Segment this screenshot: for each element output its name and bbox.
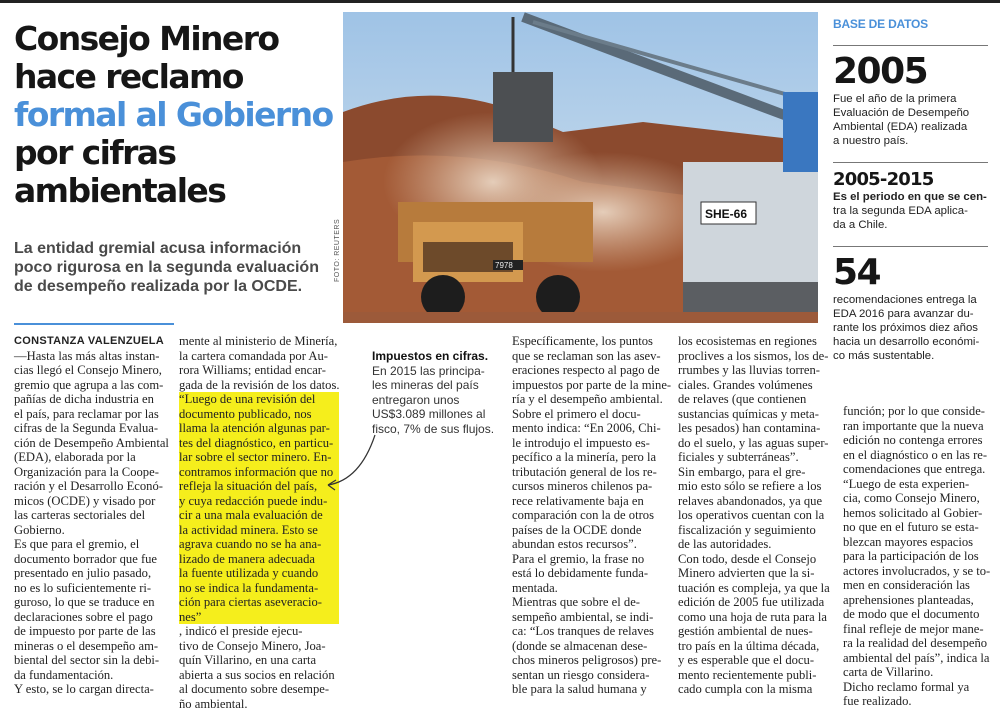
- text-line: la cartera comandada por Au-: [179, 348, 328, 363]
- text-line: les mineras del país: [372, 378, 479, 392]
- fact-line: Es el periodo en que se cen-: [833, 191, 987, 203]
- text-line: llama la atención algunas par-: [179, 421, 339, 436]
- text-line: (EDA), elaborada por la: [14, 450, 136, 464]
- text-line: men en consideración las: [843, 578, 970, 592]
- text-line: no es lo suficientemente ri-: [14, 580, 152, 595]
- text-line: al documento sobre desempe-: [179, 682, 330, 696]
- text-line: ficiales y subterráneas”.: [678, 450, 799, 464]
- text-line: agrava cuando no se ha ana-: [179, 537, 339, 552]
- article-column-3: [512, 334, 672, 697]
- text-line: pecífico a la minería, pero la: [512, 450, 657, 464]
- text-line: lar sobre el sector minero. En-: [179, 450, 339, 465]
- text-line: para la participación de los: [843, 549, 979, 563]
- box-lines: [372, 364, 497, 437]
- text-line: fisco, 7% de sus flujos.: [372, 421, 495, 436]
- text-line: aprehensiones planteadas,: [843, 592, 974, 607]
- text-line: les pesados) han contamina-: [678, 421, 821, 435]
- sidebar-label: BASE DE DATOS: [833, 17, 928, 31]
- data-sidebar: [833, 12, 988, 363]
- text-line: gada de la revisión de los datos.: [179, 377, 340, 392]
- headline-line-2: hace reclamo: [14, 57, 243, 96]
- text-line: refleja la situación del país,: [179, 479, 339, 494]
- text-line: fue realizado.: [843, 694, 912, 708]
- text-line: “Luego de una revisión del: [179, 392, 339, 407]
- text-line: Específicamente, los puntos: [512, 334, 653, 348]
- text-line: y cuya redacción puede indu-: [179, 494, 339, 509]
- text-line: comparación con la de otros: [512, 508, 654, 522]
- text-line: mente al ministerio de Minería,: [179, 334, 338, 348]
- text-line: impuestos por parte de la mine-: [512, 377, 672, 392]
- text-line: eraciones respecto al pago de: [512, 363, 660, 377]
- text-line: en el diagnóstico o en las re-: [843, 447, 988, 462]
- text-line: “Luego de esta experien-: [843, 476, 970, 491]
- text-line: declaraciones sobre el pago: [14, 609, 153, 624]
- text-line: ran importante que la nueva: [843, 418, 984, 433]
- fact-line: Evaluación de Desempeño: [833, 107, 970, 119]
- text-line: edición no contenga errores: [843, 433, 983, 447]
- fact-line: hacia un desarrollo económi-: [833, 336, 980, 348]
- top-rule: [0, 0, 1000, 3]
- text-line: nes”: [179, 610, 339, 625]
- text-line: abierta a sus socios en relación: [179, 667, 335, 682]
- text-line: Para el gremio, la frase no: [512, 551, 645, 566]
- tax-figures-box: [372, 349, 497, 436]
- headline-line-4: por cifras: [14, 133, 176, 172]
- text-line: sentan un riesgo considera-: [512, 667, 650, 682]
- text-line: quín Villarino, en una carta: [179, 653, 317, 667]
- text-line: no se indica la fundamenta-: [179, 581, 339, 596]
- quote-attribution: , indicó el preside ejecu-: [179, 624, 303, 638]
- fact-line: a nuestro país.: [833, 135, 909, 147]
- fact-line: recomendaciones entrega la: [833, 294, 977, 306]
- text-line: fiscalización y seguimiento: [678, 522, 816, 537]
- fact-line: EDA 2016 para avanzar du-: [833, 308, 974, 320]
- column-1-lines: [14, 349, 174, 697]
- mining-photo-illustration: [343, 12, 818, 323]
- text-line: proclives a los sismos, los de-: [678, 348, 829, 363]
- text-line: mineras o el desempeño am-: [14, 638, 159, 653]
- text-line: micos (OCDE) y visado por: [14, 493, 156, 508]
- fact-line: da a Chile.: [833, 219, 888, 231]
- text-line: el país, para reclamar por las: [14, 406, 159, 421]
- text-line: guroso, lo que se traduce en: [14, 595, 155, 609]
- text-line: cir a una mala evaluación de: [179, 508, 339, 523]
- text-line: (donde se almacenan dese-: [512, 638, 648, 653]
- text-line: relaves abandonados, ya que: [678, 493, 823, 508]
- text-line: ra la realidad del desempeño: [843, 636, 988, 650]
- text-line: edición de 2005 fue utilizada: [678, 595, 825, 609]
- text-line: Es que para el gremio, el: [14, 537, 140, 551]
- fact-line: co más sustentable.: [833, 350, 935, 362]
- fact-line: tra la segunda EDA aplica-: [833, 205, 968, 217]
- text-line: tributación general de los re-: [512, 464, 657, 479]
- text-line: tro país en la última década,: [678, 638, 820, 653]
- column-3-lines: [512, 334, 672, 697]
- truck-number: 7978: [495, 261, 513, 270]
- text-line: ración y el Desarrollo Econó-: [14, 479, 163, 493]
- text-line: gestión ambiental de nues-: [678, 624, 813, 638]
- fact-period-number: 2005-2015: [833, 169, 934, 190]
- excavator-tower: [783, 92, 818, 172]
- excavator-tracks: [683, 282, 818, 312]
- text-line: Mientras que sobre el de-: [512, 595, 640, 609]
- text-line: mento indica: “En 2006, Chi-: [512, 421, 661, 435]
- text-line: mentada.: [512, 580, 558, 595]
- byline-rule: [14, 323, 174, 325]
- text-line: y es esperable que el docu-: [678, 653, 815, 667]
- text-line: actores involucrados, y se to-: [843, 563, 991, 578]
- text-line: países de la OCDE donde: [512, 522, 642, 537]
- headline-line-3-highlight: formal al Gobierno: [14, 95, 333, 134]
- text-line: do el suelo, y las aguas super-: [678, 435, 829, 450]
- ground: [343, 312, 818, 323]
- text-line: Minero advierten que la si-: [678, 566, 815, 580]
- article-column-2: [179, 334, 339, 709]
- text-line: ción para ciertas aseveracio-: [179, 595, 339, 610]
- text-line: blezcan mayores espacios: [843, 534, 974, 549]
- text-line: Dicho reclamo formal ya: [843, 679, 970, 694]
- text-line: tuación es compleja, ya que la: [678, 580, 830, 595]
- box-title: [372, 349, 497, 364]
- column-2-tail: [179, 639, 339, 709]
- text-line: mento recientemente publi-: [678, 667, 817, 682]
- text-line: presentado en julio pasado,: [14, 566, 152, 580]
- text-line: ción de Desempeño Ambiental: [14, 435, 169, 450]
- fact-54-text: [833, 293, 988, 363]
- text-line: rece relativamente baja en: [512, 493, 644, 508]
- column-4-lines: [678, 334, 838, 697]
- fact-period-text: [833, 190, 988, 232]
- callout-arrow-icon: [320, 430, 380, 500]
- text-line: tes del diagnóstico, en particu-: [179, 436, 339, 451]
- text-line: los ecosistemas en regiones: [678, 334, 817, 348]
- text-line: cias llegó el Consejo Minero,: [14, 363, 162, 377]
- text-line: final refleje de mejor mane-: [843, 621, 984, 636]
- text-line: está lo debidamente funda-: [512, 566, 649, 580]
- fact-line: Ambiental (EDA) realizada: [833, 121, 968, 133]
- text-line: contramos información que no: [179, 465, 339, 480]
- byline: CONSTANZA VALENZUELA: [14, 335, 165, 347]
- text-line: chos mineros peligrosos) pre-: [512, 653, 662, 667]
- headline-line-1: Consejo Minero: [14, 19, 279, 58]
- fact-line: Fue el año de la primera: [833, 93, 957, 105]
- text-line: tivo de Consejo Minero, Joa-: [179, 638, 326, 653]
- fact-2005-text: [833, 92, 988, 148]
- text-line: ño ambiental.: [179, 696, 248, 709]
- text-line: cifras de la Segunda Evalua-: [14, 421, 159, 435]
- text-line: En 2015 las principa-: [372, 363, 485, 378]
- text-line: hemos solicitado al Gobier-: [843, 505, 983, 520]
- fact-2005-number: 2005: [833, 51, 928, 92]
- mining-photo: [343, 12, 818, 323]
- deck-line: de desempeño realizada por la OCDE.: [14, 278, 303, 295]
- text-line: las carteras sectoriales del: [14, 508, 146, 522]
- text-line: —Hasta las más altas instan-: [14, 348, 160, 363]
- excavator-id: SHE-66: [705, 207, 748, 221]
- box-title-text: Impuestos en cifras.: [372, 349, 489, 363]
- headline-line-5: ambientales: [14, 171, 226, 210]
- text-line: documento borrador que fue: [14, 551, 158, 566]
- text-line: Y esto, se lo cargan directa-: [14, 682, 154, 696]
- pull-quote-highlight: [179, 392, 339, 624]
- text-line: lizado de manera adecuada: [179, 552, 339, 567]
- text-line: ría y el desempeño ambiental.: [512, 392, 663, 406]
- deck-line: La entidad gremial acusa información: [14, 240, 302, 257]
- text-line: sustancias químicas y meta-: [678, 406, 819, 421]
- text-line: de modo que el documento: [843, 607, 980, 621]
- text-line: ca: “Los tranques de relaves: [512, 624, 654, 638]
- shovel-bucket: [493, 72, 553, 142]
- text-line: biental del sector sin la debi-: [14, 653, 160, 667]
- text-line: que se reclaman son las asev-: [512, 348, 661, 363]
- article-column-4: [678, 334, 838, 697]
- fact-line: rante los próximos diez años: [833, 322, 978, 334]
- text-line: la actividad minera. Esto se: [179, 523, 339, 538]
- article-column-1: [14, 334, 174, 697]
- text-line: comendaciones que entrega.: [843, 462, 986, 476]
- text-line: pañías de dicha industria en: [14, 392, 154, 406]
- text-line: función; por lo que conside-: [843, 404, 985, 418]
- text-line: la fuente utilizada y cuando: [179, 566, 339, 581]
- text-line: entregaron unos: [372, 392, 460, 407]
- text-line: cursos mineros chilenos pa-: [512, 479, 653, 493]
- text-line: rrumbes y las lluvias torren-: [678, 363, 820, 377]
- text-line: Organización para la Coope-: [14, 464, 159, 479]
- text-line: mio esto sólo se refiere a los: [678, 479, 822, 493]
- text-line: carta de Villarino.: [843, 665, 934, 679]
- text-line: le introdujo el impuesto es-: [512, 435, 650, 450]
- deck-line: poco rigurosa en la segunda evaluación: [14, 259, 319, 276]
- text-line: abundan estos recursos”.: [512, 537, 637, 551]
- text-line: Gobierno.: [14, 522, 65, 537]
- fact-54-number: 54: [833, 252, 881, 293]
- text-line: cado cumpla con la misma: [678, 682, 813, 696]
- text-line: documento publicado, nos: [179, 407, 339, 422]
- column-2-lines: [179, 334, 339, 392]
- text-line: ambiental del país”, indica la: [843, 650, 990, 665]
- headline: [14, 20, 334, 210]
- text-line: como una hoja de ruta para la: [678, 609, 827, 624]
- text-line: no que en el futuro se esta-: [843, 520, 979, 534]
- column-5-lines: [843, 404, 993, 709]
- text-line: de impuesto por parte de las: [14, 624, 156, 638]
- text-line: da fundamentación.: [14, 667, 114, 682]
- text-line: gremio que agrupa a las com-: [14, 377, 164, 392]
- text-line: ciales. Grandes volúmenes: [678, 377, 813, 392]
- text-line: de las autoridades.: [678, 537, 772, 551]
- text-line: sempeño ambiental, se indi-: [512, 609, 654, 624]
- photo-credit: FOTO: REUTERS: [334, 218, 341, 282]
- sidebar-divider: [833, 45, 988, 46]
- text-line: Sobre el primero el docu-: [512, 406, 641, 421]
- text-line: de relaves (que contienen: [678, 392, 807, 406]
- text-line: rora Williams; entidad encar-: [179, 363, 326, 377]
- text-line: cia, como Consejo Minero,: [843, 491, 980, 505]
- text-line: los operativos cuentan con la: [678, 508, 825, 522]
- sidebar-divider: [833, 246, 988, 247]
- deck-subtitle: [14, 239, 334, 296]
- text-line: US$3.089 millones al: [372, 407, 486, 421]
- text-line: Sin embargo, para el gre-: [678, 464, 806, 479]
- text-line: Con todo, desde el Consejo: [678, 551, 817, 566]
- article-column-5: [843, 404, 993, 709]
- sidebar-divider: [833, 162, 988, 163]
- text-line: ble para la salud humana y: [512, 682, 647, 696]
